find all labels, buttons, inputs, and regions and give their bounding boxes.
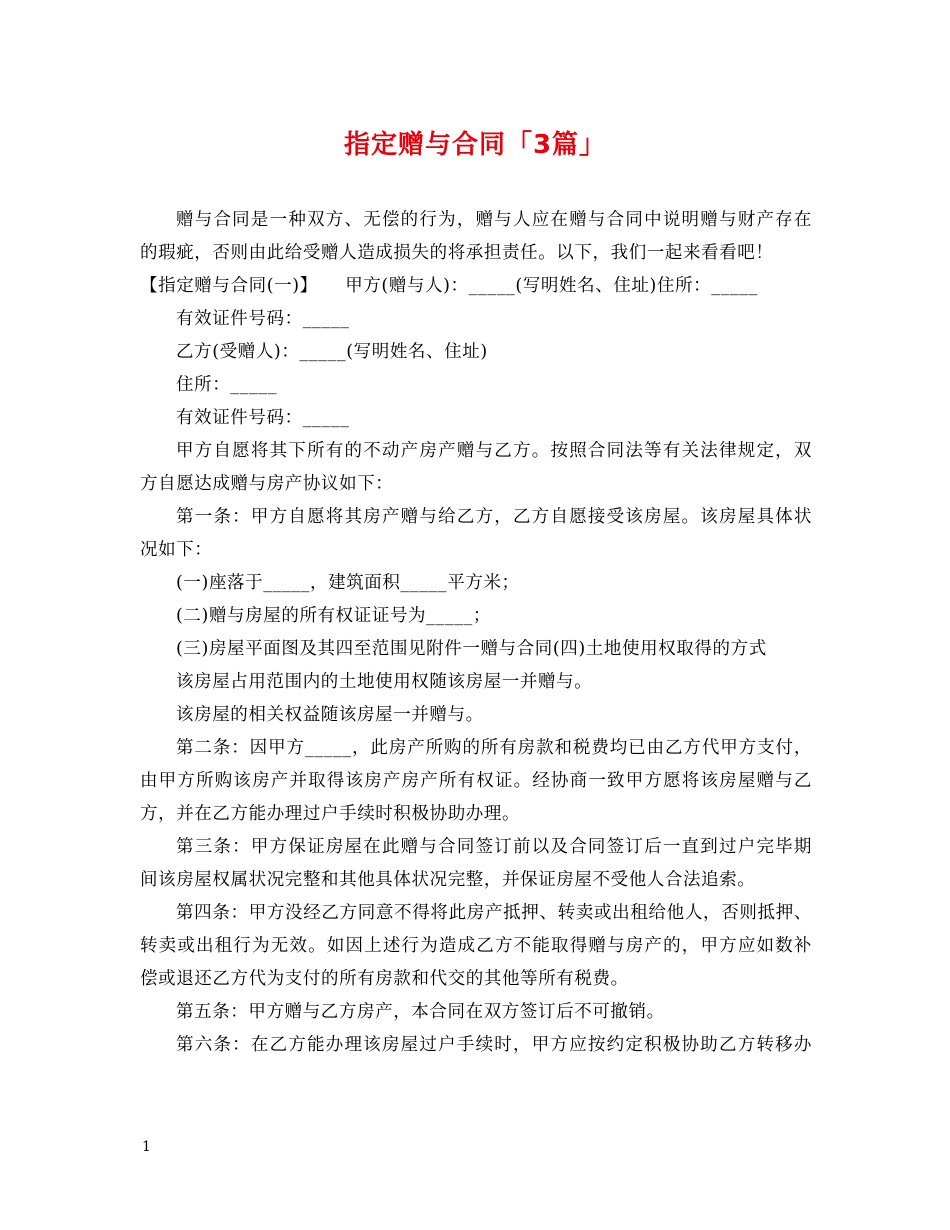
- paragraph-line: 方，并在乙方能办理过户手续时积极协助办理。: [140, 804, 521, 824]
- paragraph-line: 方自愿达成赠与房产协议如下：: [140, 474, 394, 494]
- paragraph-line: 第二条：因甲方_____，此房产所购的所有房款和税费均已由乙方代甲方支付，: [176, 738, 812, 758]
- paragraph-line: 由甲方所购该房产并取得该房产房产所有权证。经协商一致甲方愿将该房屋赠与乙: [140, 771, 812, 791]
- paragraph-line: 住所：_____: [176, 375, 278, 395]
- paragraph-line: 第四条：甲方没经乙方同意不得将此房产抵押、转卖或出租给他人，否则抵押、: [176, 903, 812, 923]
- paragraph-line: 偿或退还乙方代为支付的所有房款和代交的其他等所有税费。: [140, 969, 629, 989]
- paragraph-line: (二)赠与房屋的所有权证证号为_____；: [176, 606, 492, 626]
- paragraph-line: 该房屋的相关权益随该房屋一并赠与。: [176, 705, 484, 725]
- paragraph-line: 有效证件号码：_____: [176, 408, 350, 428]
- paragraph-line: (三)房屋平面图及其四至范围见附件一赠与合同(四)土地使用权取得的方式: [176, 639, 767, 659]
- document-title: 指定赠与合同「3篇」: [343, 130, 607, 160]
- paragraph-line: 间该房屋权属状况完整和其他具体状况完整，并保证房屋不受他人合法追索。: [140, 870, 756, 890]
- paragraph-line: 赠与合同是一种双方、无偿的行为，赠与人应在赠与合同中说明赠与财产存在: [176, 210, 812, 230]
- paragraph-line: 第五条：甲方赠与乙方房产，本合同在双方签订后不可撤销。: [176, 1002, 665, 1022]
- paragraph-line: 有效证件号码：_____: [176, 309, 350, 329]
- paragraph-line: 该房屋占用范围内的土地使用权随该房屋一并赠与。: [176, 672, 593, 692]
- paragraph-line: 第三条：甲方保证房屋在此赠与合同签订前以及合同签订后一直到过户完毕期: [176, 837, 812, 857]
- paragraph-line: 转卖或出租行为无效。如因上述行为造成乙方不能取得赠与房产的，甲方应如数补: [140, 936, 812, 956]
- paragraph-line: 况如下：: [140, 540, 213, 560]
- paragraph-line: 【指定赠与合同(一)】 甲方(赠与人)：_____(写明姓名、住址)住所：_____: [140, 276, 759, 296]
- paragraph-line: 的瑕疵，否则由此给受赠人造成损失的将承担责任。以下，我们一起来看看吧！: [140, 243, 774, 263]
- document-body: [140, 204, 812, 1062]
- paragraph-line: 第一条：甲方自愿将其房产赠与给乙方，乙方自愿接受该房屋。该房屋具体状: [176, 507, 812, 527]
- paragraph-line: 甲方自愿将其下所有的不动产房产赠与乙方。按照合同法等有关法律规定，双: [176, 441, 812, 461]
- page-number: 1: [142, 1139, 151, 1155]
- paragraph-line: 乙方(受赠人)：_____(写明姓名、住址): [176, 342, 488, 362]
- paragraph-line: 第六条：在乙方能办理该房屋过户手续时，甲方应按约定积极协助乙方转移办: [176, 1035, 812, 1055]
- paragraph-line: (一)座落于_____，建筑面积_____平方米；: [176, 573, 520, 593]
